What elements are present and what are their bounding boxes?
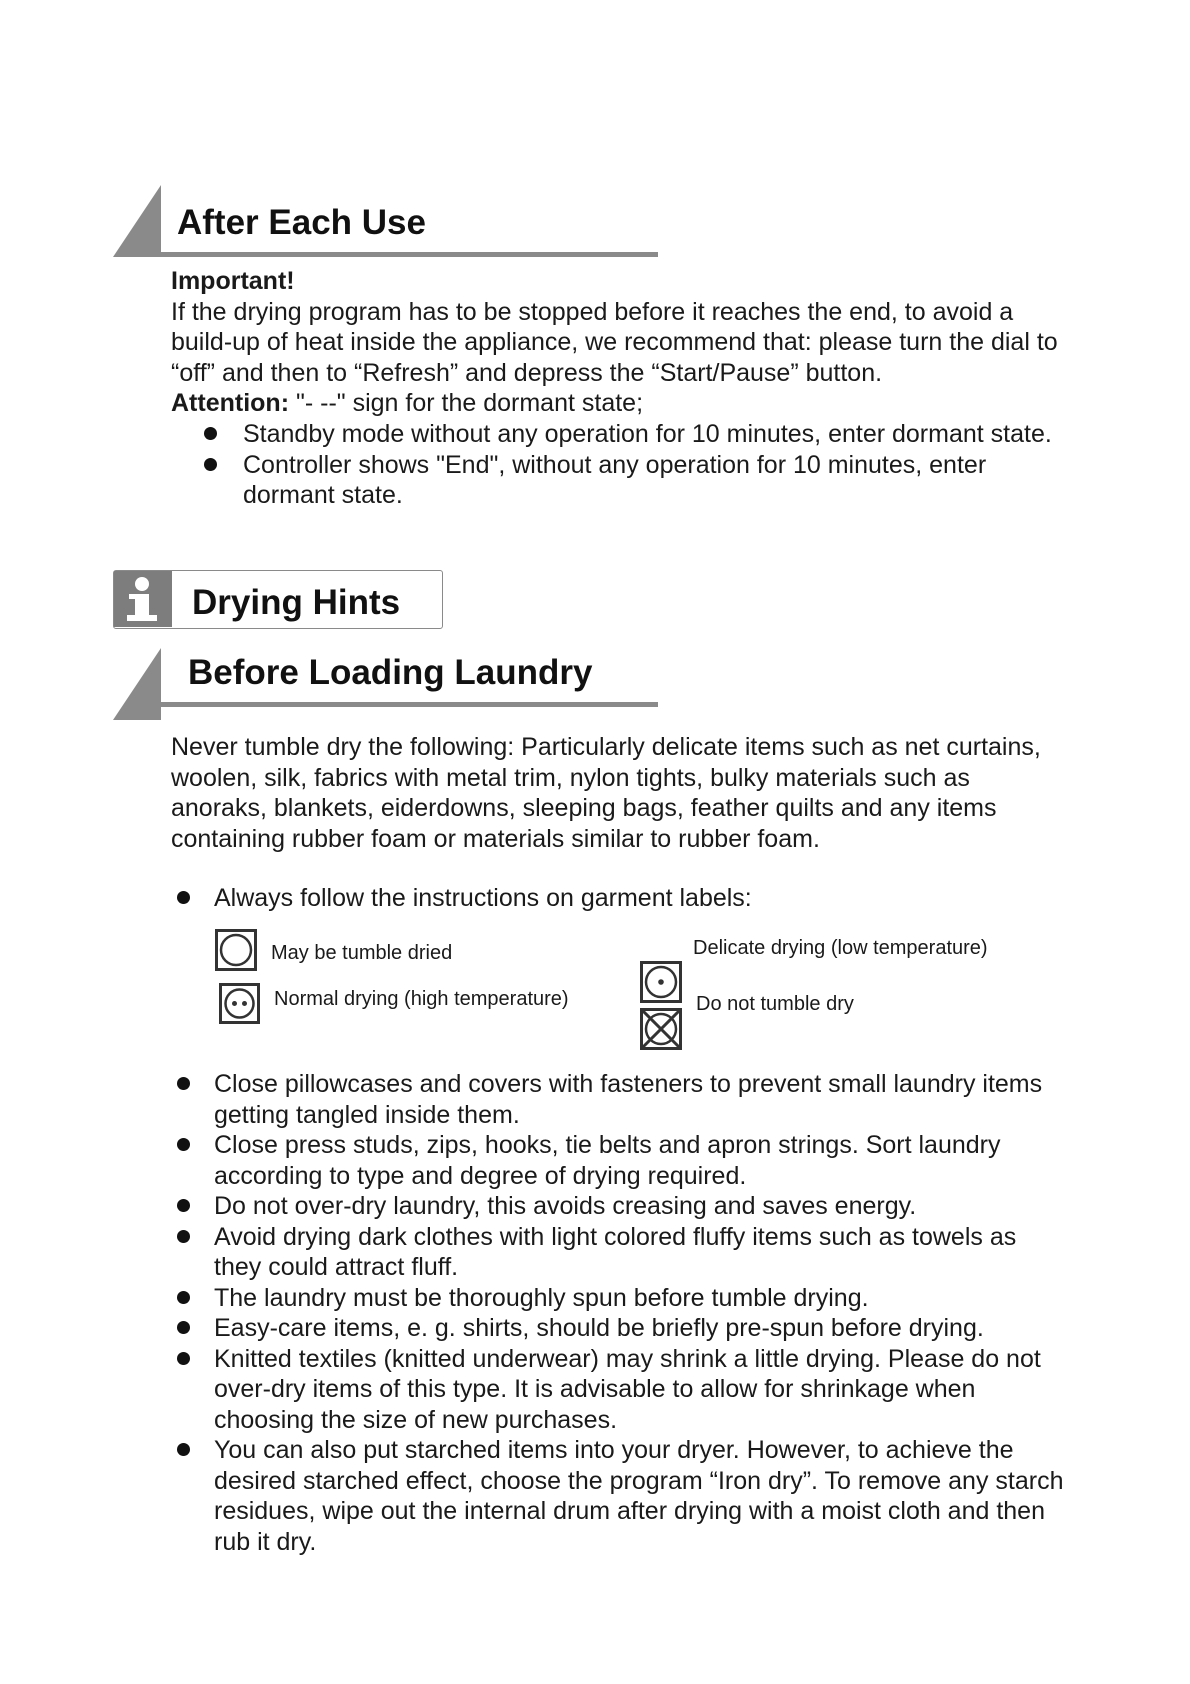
list-item xyxy=(214,1191,1114,1222)
bullet-icon xyxy=(177,1352,190,1365)
bullet-line: Always follow the instructions on garment labels: xyxy=(214,884,752,912)
do-not-tumble-icon xyxy=(640,1008,682,1050)
after-each-use-title: After Each Use xyxy=(177,203,426,242)
intro-paragraph xyxy=(171,732,1131,854)
bullet-line: over-dry items of this type. It is advisable to allow for shrinkage when xyxy=(214,1375,976,1403)
bullet-icon xyxy=(177,1077,190,1090)
list-item xyxy=(214,1344,1114,1436)
bullet-line: Standby mode without any operation for 10 minutes, enter dormant state. xyxy=(243,420,1052,448)
do-not-tumble-label: Do not tumble dry xyxy=(696,993,854,1015)
list-item xyxy=(214,1069,1114,1130)
bullet-line: dormant state. xyxy=(243,481,403,509)
list-item xyxy=(214,1313,1114,1344)
attention-line xyxy=(171,388,1131,419)
bullet-icon xyxy=(177,1443,190,1456)
header-rule xyxy=(161,252,658,257)
important-block xyxy=(171,266,1131,419)
info-icon xyxy=(114,571,172,627)
bullet-line: Easy-care items, e. g. shirts, should be briefly pre-spun before drying. xyxy=(214,1314,984,1342)
before-loading-header xyxy=(113,648,658,728)
drying-hints-title: Drying Hints xyxy=(192,583,401,622)
after-each-use-header xyxy=(113,185,658,265)
before-loading-title: Before Loading Laundry xyxy=(188,653,593,692)
triangle-marker-icon xyxy=(113,185,161,257)
bullet-line: desired starched effect, choose the program “Iron dry”. To remove any starch xyxy=(214,1466,1064,1495)
bullet-line: Close pillowcases and covers with fasteners to prevent small laundry items xyxy=(214,1070,1043,1098)
delicate-drying-label: Delicate drying (low temperature) xyxy=(693,937,988,959)
bullet-icon xyxy=(177,891,190,904)
important-label: Important! xyxy=(171,267,295,295)
list-item xyxy=(243,419,1143,450)
bullet-icon xyxy=(204,427,217,440)
list-item xyxy=(214,1222,1114,1283)
bullet-line: Close press studs, zips, hooks, tie belts and apron strings. Sort laundry xyxy=(214,1131,1001,1159)
intro-line: woolen, silk, fabrics with metal trim, nylon tights, bulky materials such as xyxy=(171,763,970,792)
important-line: If the drying program has to be stopped before it reaches the end, to avoid a xyxy=(171,297,1014,326)
garment-bullet xyxy=(214,883,1114,914)
header-rule xyxy=(161,702,658,707)
tumble-dry-icon xyxy=(215,929,257,971)
intro-line: Never tumble dry the following: Particularly delicate items such as net curtains, xyxy=(171,733,1041,761)
bullet-line: according to type and degree of drying required. xyxy=(214,1161,747,1190)
normal-drying-icon xyxy=(219,983,260,1024)
tumble-dry-label: May be tumble dried xyxy=(271,942,453,964)
bullet-line: The laundry must be thoroughly spun before tumble drying. xyxy=(214,1283,869,1312)
bullet-icon xyxy=(177,1199,190,1212)
delicate-drying-icon xyxy=(640,961,682,1003)
bullet-line: Do not over-dry laundry, this avoids creasing and saves energy. xyxy=(214,1192,917,1220)
bullet-icon xyxy=(177,1138,190,1151)
normal-drying-label: Normal drying (high temperature) xyxy=(274,988,569,1010)
dormant-bullets xyxy=(243,419,1143,511)
intro-line: containing rubber foam or materials similar to rubber foam. xyxy=(171,824,820,853)
bullet-line: getting tangled inside them. xyxy=(214,1100,520,1129)
bullet-icon xyxy=(177,1291,190,1304)
bullet-line: residues, wipe out the internal drum after drying with a moist cloth and then xyxy=(214,1497,1045,1525)
drying-hints-box xyxy=(113,570,443,629)
bullet-line: Avoid drying dark clothes with light colored fluffy items such as towels as xyxy=(214,1222,1017,1251)
bullet-icon xyxy=(204,458,217,471)
triangle-marker-icon xyxy=(113,648,161,720)
bullet-line: You can also put starched items into your dryer. However, to achieve the xyxy=(214,1436,1014,1464)
list-item xyxy=(214,1130,1114,1191)
bullet-line: rub it dry. xyxy=(214,1527,317,1556)
laundry-hints-bullets xyxy=(214,1069,1114,1557)
list-item xyxy=(214,1283,1114,1314)
bullet-line: they could attract fluff. xyxy=(214,1253,459,1281)
important-line: “off” and then to “Refresh” and depress the “Start/Pause” button. xyxy=(171,358,883,387)
list-item xyxy=(243,450,1143,511)
attention-text: "- --" sign for the dormant state; xyxy=(289,389,644,417)
list-item xyxy=(214,1435,1114,1557)
attention-label: Attention: xyxy=(171,389,290,417)
bullet-line: choosing the size of new purchases. xyxy=(214,1405,618,1434)
important-line: build-up of heat inside the appliance, we recommend that: please turn the dial to xyxy=(171,328,1058,356)
bullet-line: Knitted textiles (knitted underwear) may shrink a little drying. Please do not xyxy=(214,1344,1041,1373)
bullet-icon xyxy=(177,1230,190,1243)
intro-line: anoraks, blankets, eiderdowns, sleeping bags, feather quilts and any items xyxy=(171,794,997,822)
list-item xyxy=(214,883,1114,914)
bullet-icon xyxy=(177,1321,190,1334)
bullet-line: Controller shows "End", without any operation for 10 minutes, enter xyxy=(243,450,987,479)
